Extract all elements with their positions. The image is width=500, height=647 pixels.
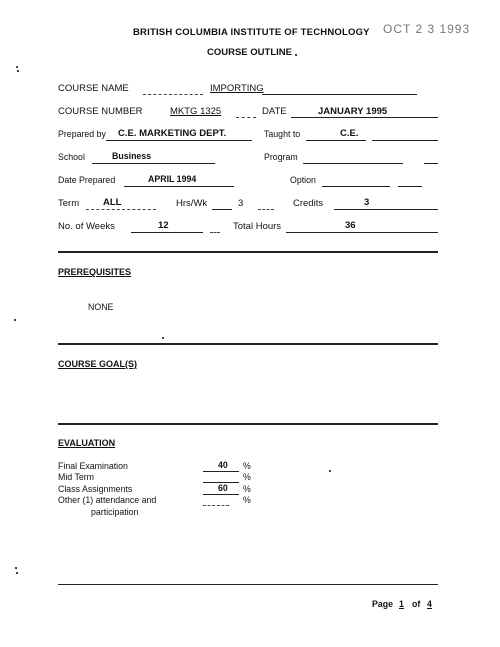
institution-name: BRITISH COLUMBIA INSTITUTE OF TECHNOLOGY xyxy=(133,27,370,38)
weeks-line xyxy=(131,232,203,233)
date-line xyxy=(291,117,438,118)
option-line xyxy=(322,186,390,187)
eval-row-label: Final Examination xyxy=(58,461,128,471)
eval-row-value: 40 xyxy=(218,460,228,470)
footer-rule xyxy=(58,584,438,585)
eval-row-line xyxy=(203,505,229,506)
date-prepared-label: Date Prepared xyxy=(58,175,116,185)
page-label: Page xyxy=(372,599,394,609)
eval-row-label: Mid Term xyxy=(58,472,95,482)
total-hours-line xyxy=(286,232,438,233)
page-number: 1 xyxy=(399,599,404,609)
term-label: Term xyxy=(58,198,80,209)
prerequisites-heading: PREREQUISITES xyxy=(58,267,132,277)
term-line xyxy=(86,209,156,210)
taught-to-label: Taught to xyxy=(264,129,301,139)
course-name-value: IMPORTING xyxy=(210,83,264,94)
program-label: Program xyxy=(264,152,298,162)
course-name-line xyxy=(262,94,417,95)
eval-row-unit: % xyxy=(243,484,251,494)
section-divider xyxy=(58,343,438,345)
total-hours-value: 36 xyxy=(345,220,356,231)
course-name-label: COURSE NAME xyxy=(58,83,129,94)
total-hours-label: Total Hours xyxy=(233,221,282,232)
hrs-wk-trail xyxy=(258,209,274,210)
of-label: of xyxy=(412,599,421,609)
date-value: JANUARY 1995 xyxy=(318,106,388,117)
prerequisites-text: NONE xyxy=(88,302,114,312)
date-label: DATE xyxy=(262,106,287,117)
scan-speck xyxy=(16,572,18,574)
scan-speck xyxy=(15,567,17,569)
scan-speck xyxy=(329,470,331,472)
weeks-label: No. of Weeks xyxy=(58,221,115,232)
eval-row-value: 60 xyxy=(218,483,228,493)
term-value: ALL xyxy=(103,197,122,208)
option-label: Option xyxy=(290,175,316,185)
eval-row-continuation: participation xyxy=(91,507,139,517)
taught-to-line-2 xyxy=(372,140,438,141)
school-value: Business xyxy=(112,151,152,161)
scan-speck xyxy=(14,319,16,321)
credits-value: 3 xyxy=(364,197,370,208)
scan-speck xyxy=(16,66,18,68)
credits-label: Credits xyxy=(293,198,324,209)
received-date-stamp: OCT 2 3 1993 xyxy=(383,22,471,36)
date-prepared-value: APRIL 1994 xyxy=(148,174,197,184)
scan-speck xyxy=(162,337,164,339)
eval-row-unit: % xyxy=(243,472,251,482)
school-line xyxy=(92,163,215,164)
prepared-by-line xyxy=(106,140,252,141)
scan-speck xyxy=(295,54,297,56)
weeks-trail xyxy=(210,232,220,233)
option-line-2 xyxy=(398,186,422,187)
taught-to-value: C.E. xyxy=(340,128,359,139)
weeks-value: 12 xyxy=(158,220,169,231)
course-number-line xyxy=(236,117,256,118)
prepared-by-value: C.E. MARKETING DEPT. xyxy=(118,128,227,139)
eval-row-label: Class Assignments xyxy=(58,484,133,494)
course-goals-heading: COURSE GOAL(S) xyxy=(58,359,138,369)
hrs-wk-value: 3 xyxy=(238,198,244,209)
credits-line xyxy=(334,209,438,210)
hrs-wk-label: Hrs/Wk xyxy=(176,198,208,209)
evaluation-heading: EVALUATION xyxy=(58,438,116,448)
date-prepared-line xyxy=(124,186,234,187)
course-number-label: COURSE NUMBER xyxy=(58,106,143,117)
program-line-2 xyxy=(424,163,438,164)
section-divider xyxy=(58,423,438,425)
eval-row-label: Other (1) attendance and xyxy=(58,495,157,505)
course-name-leader xyxy=(143,94,203,95)
prepared-by-label: Prepared by xyxy=(58,129,106,139)
eval-row-line xyxy=(203,494,239,495)
section-divider xyxy=(58,251,438,253)
eval-row-unit: % xyxy=(243,495,251,505)
scan-speck xyxy=(17,70,19,72)
program-line xyxy=(303,163,403,164)
hrs-wk-line xyxy=(212,209,232,210)
eval-row-line xyxy=(203,471,239,472)
page-total: 4 xyxy=(427,599,432,609)
school-label: School xyxy=(58,152,85,162)
taught-to-line xyxy=(306,140,366,141)
course-number-value: MKTG 1325 xyxy=(170,106,222,117)
document-title: COURSE OUTLINE xyxy=(207,47,292,58)
eval-row-unit: % xyxy=(243,461,251,471)
